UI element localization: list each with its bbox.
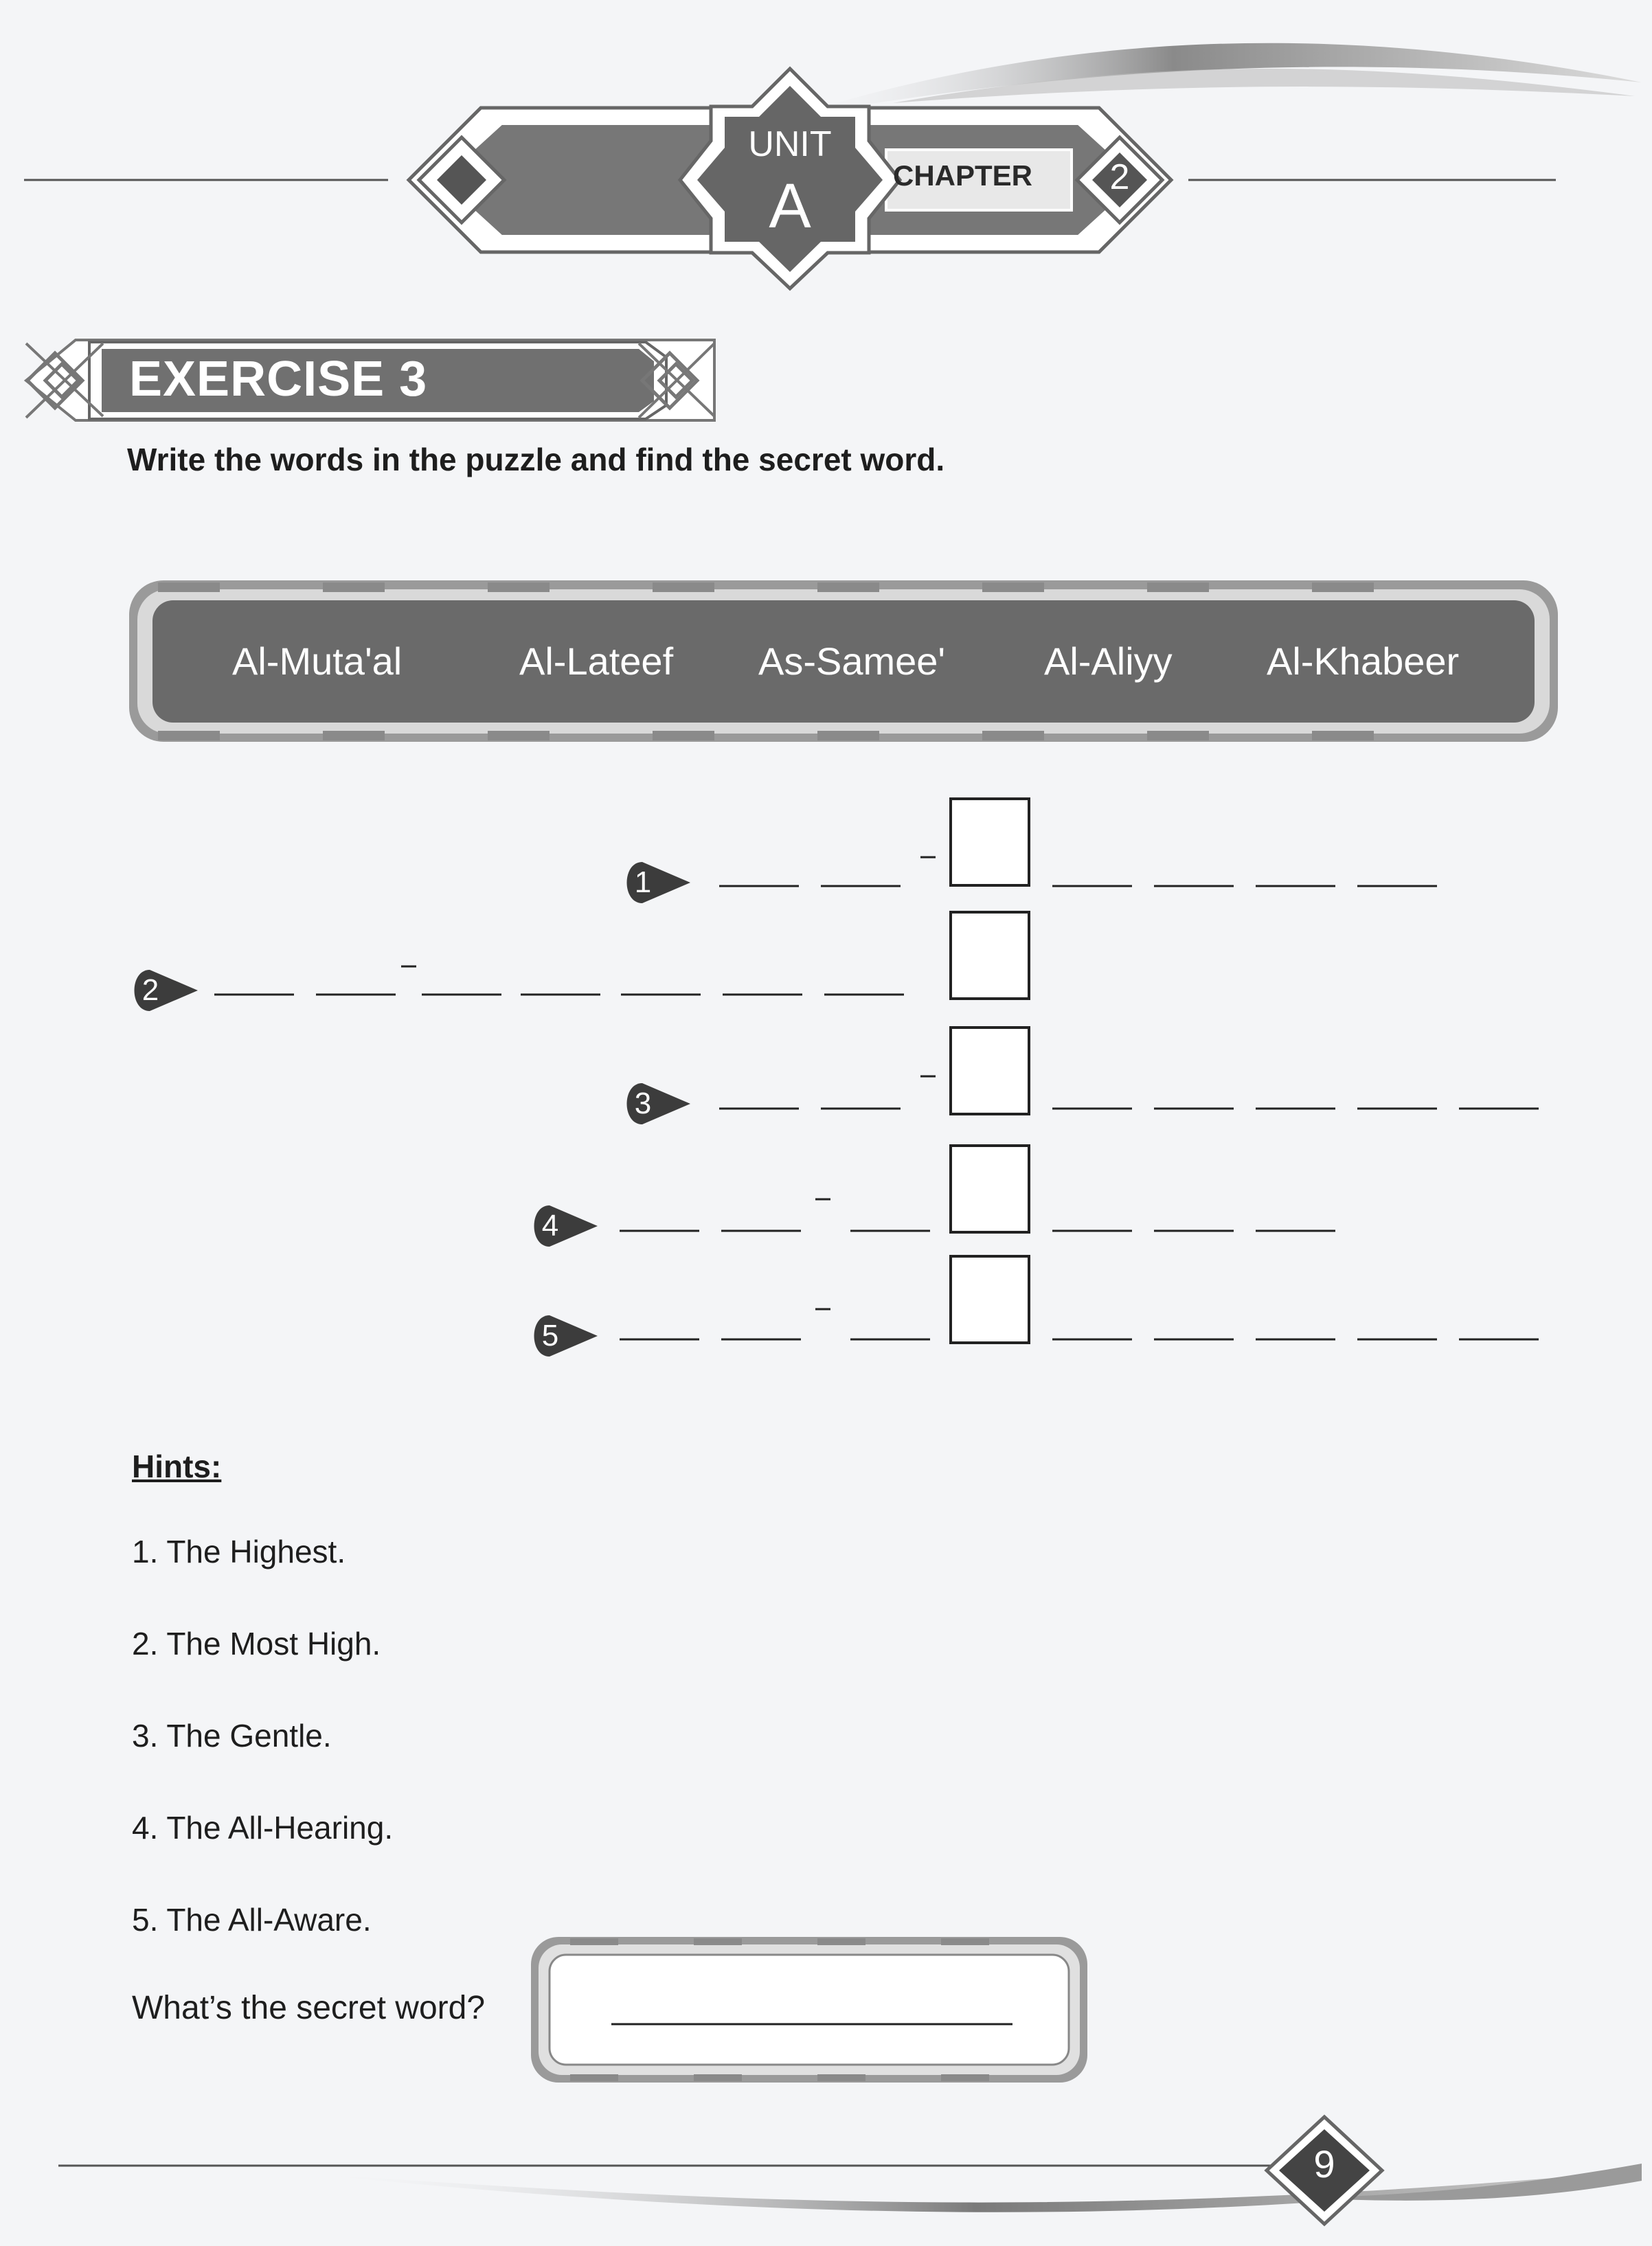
word-bank-item: Al-Lateef — [519, 639, 674, 683]
secret-letter-box-1 — [951, 799, 1029, 885]
unit-label: UNIT — [748, 124, 832, 164]
row-5-number: 5 — [541, 1319, 559, 1352]
secret-letter-box-4 — [951, 1146, 1029, 1232]
secret-letter-box-5 — [951, 1256, 1029, 1343]
hint-item: 1. The Highest. — [132, 1534, 346, 1569]
exercise-instruction: Write the words in the puzzle and find the secret word. — [127, 442, 945, 477]
secret-letter-box-3 — [951, 1028, 1029, 1114]
unit-letter: A — [769, 171, 811, 241]
word-bank-item: As-Samee' — [758, 639, 946, 683]
hint-item: 2. The Most High. — [132, 1626, 381, 1661]
row-1-number: 1 — [634, 865, 652, 899]
secret-letter-box-2 — [951, 912, 1029, 999]
page-number: 9 — [1313, 2142, 1335, 2186]
hints-heading: Hints: — [132, 1449, 222, 1484]
chapter-label: CHAPTER — [893, 159, 1033, 192]
secret-word-column — [951, 799, 1029, 1343]
hint-item: 4. The All-Hearing. — [132, 1810, 394, 1846]
puzzle-blanks — [214, 857, 1539, 1339]
hint-item: 3. The Gentle. — [132, 1718, 332, 1754]
row-2-number: 2 — [142, 973, 159, 1007]
exercise-title: EXERCISE 3 — [129, 352, 428, 407]
word-bank-item: Al-Khabeer — [1267, 639, 1460, 683]
row-3-number: 3 — [634, 1087, 652, 1120]
chapter-number: 2 — [1109, 157, 1130, 197]
puzzle-markers — [135, 862, 691, 1357]
bottom-swoosh-decoration — [309, 2164, 1642, 2212]
secret-word-question: What’s the secret word? — [132, 1990, 486, 2026]
word-bank-item: Al-Aliyy — [1044, 639, 1173, 683]
top-swoosh-decoration — [790, 43, 1642, 117]
hint-item: 5. The All-Aware. — [132, 1902, 372, 1938]
word-bank-item: Al-Muta'al — [232, 639, 403, 683]
row-4-number: 4 — [541, 1209, 559, 1243]
secret-answer-box — [531, 1937, 1087, 2083]
